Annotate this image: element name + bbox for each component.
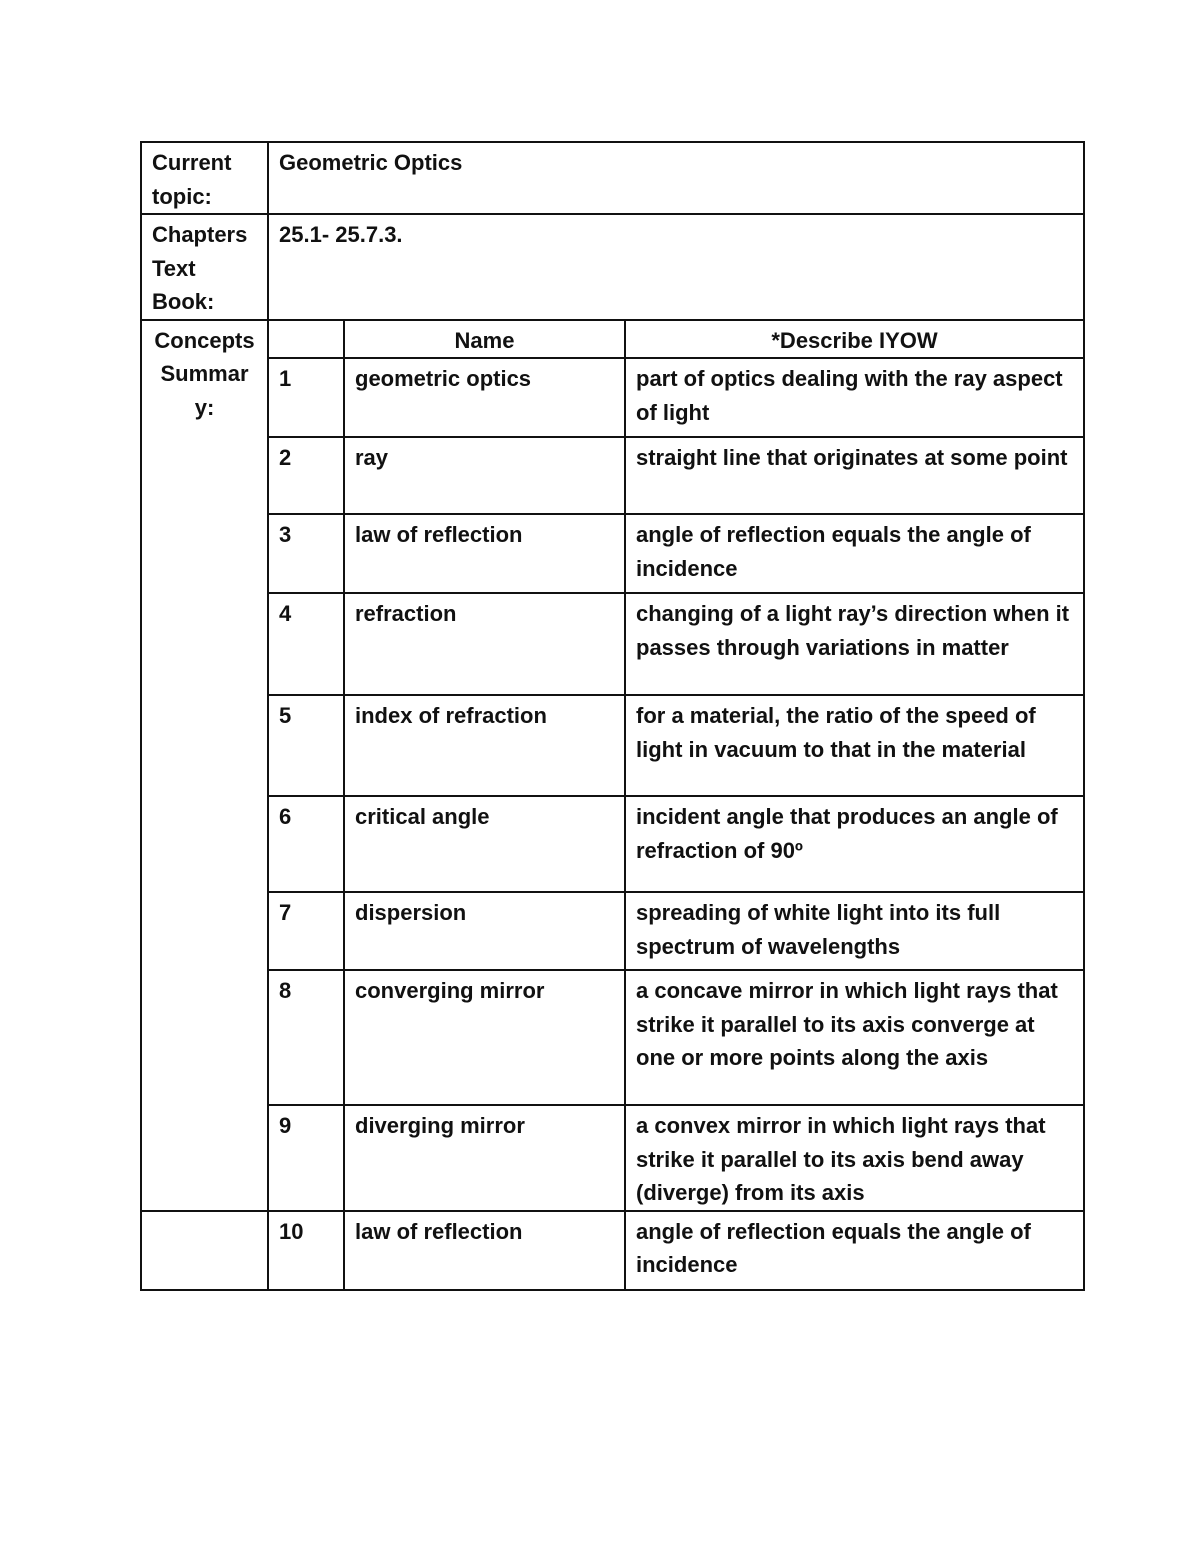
concepts-header-row	[141, 320, 1084, 359]
row-description: changing of a light ray’s direction when it passes through variations in matter	[625, 593, 1084, 695]
empty-label-cell	[141, 1211, 268, 1290]
row-number: 5	[268, 695, 344, 796]
row-description: a convex mirror in which light rays that strike it parallel to its axis bend away (diverge) from its axis	[625, 1105, 1084, 1211]
row-number: 1	[268, 358, 344, 437]
table-row	[141, 1211, 1084, 1290]
table-row	[141, 593, 1084, 695]
row-name: refraction	[344, 593, 625, 695]
row-number: 3	[268, 514, 344, 593]
topic-row	[141, 142, 1084, 214]
row-description: straight line that originates at some point	[625, 437, 1084, 514]
row-name: ray	[344, 437, 625, 514]
row-name: law of reflection	[344, 1211, 625, 1290]
topic-value: Geometric Optics	[268, 142, 1084, 214]
table-row	[141, 358, 1084, 437]
table-row	[141, 970, 1084, 1105]
table-row	[141, 892, 1084, 970]
row-name: critical angle	[344, 796, 625, 892]
row-description: part of optics dealing with the ray aspect of light	[625, 358, 1084, 437]
row-number: 8	[268, 970, 344, 1105]
concepts-label: Concepts Summar y:	[141, 320, 268, 1211]
row-name: geometric optics	[344, 358, 625, 437]
header-number	[268, 320, 344, 359]
row-description: angle of reflection equals the angle of incidence	[625, 514, 1084, 593]
row-description: angle of reflection equals the angle of incidence	[625, 1211, 1084, 1290]
table-row	[141, 514, 1084, 593]
header-name: Name	[344, 320, 625, 359]
row-number: 6	[268, 796, 344, 892]
concept-summary-table	[140, 141, 1085, 1291]
row-description: a concave mirror in which light rays that strike it parallel to its axis converge at one or more points along the axis	[625, 970, 1084, 1105]
row-description: incident angle that produces an angle of refraction of 90º	[625, 796, 1084, 892]
table-row	[141, 1105, 1084, 1211]
chapters-label: Chapters Text Book:	[141, 214, 268, 320]
table-row	[141, 796, 1084, 892]
row-description: spreading of white light into its full spectrum of wavelengths	[625, 892, 1084, 970]
topic-label: Current topic:	[141, 142, 268, 214]
row-name: diverging mirror	[344, 1105, 625, 1211]
row-name: index of refraction	[344, 695, 625, 796]
row-number: 7	[268, 892, 344, 970]
row-number: 10	[268, 1211, 344, 1290]
header-describe: *Describe IYOW	[625, 320, 1084, 359]
row-name: law of reflection	[344, 514, 625, 593]
chapters-row	[141, 214, 1084, 320]
row-number: 4	[268, 593, 344, 695]
table-row	[141, 695, 1084, 796]
table-row	[141, 437, 1084, 514]
row-description: for a material, the ratio of the speed of light in vacuum to that in the material	[625, 695, 1084, 796]
row-name: dispersion	[344, 892, 625, 970]
row-name: converging mirror	[344, 970, 625, 1105]
row-number: 9	[268, 1105, 344, 1211]
row-number: 2	[268, 437, 344, 514]
chapters-value: 25.1- 25.7.3.	[268, 214, 1084, 320]
